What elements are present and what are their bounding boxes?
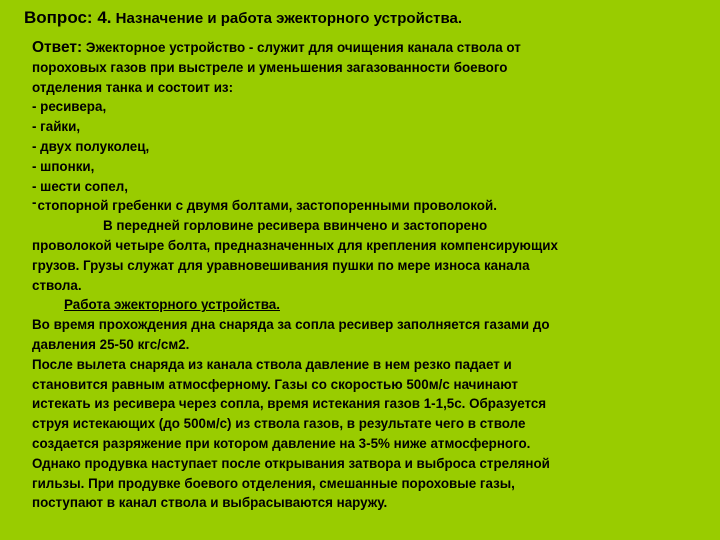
answer-block — [32, 38, 704, 513]
component-item-last — [32, 196, 704, 216]
component-item: - двух полуколец, — [32, 138, 150, 154]
component-item: - гайки, — [32, 119, 81, 135]
question-text: Назначение и работа эжекторного устройства. — [115, 10, 463, 27]
operation-line: истекать из ресивера через сопла, время истекания газов 1-1,5с. Образуется — [32, 396, 547, 412]
answer-intro-line — [32, 38, 704, 58]
answer-label: Ответ: — [32, 39, 83, 56]
answer-intro-line: отделения танка и состоит из: — [32, 79, 234, 95]
question-label: Вопрос: 4. — [24, 8, 112, 27]
operation-line: давления 25-50 кгс/см2. — [32, 336, 190, 352]
answer-intro-line: пороховых газов при выстреле и уменьшения загазованности боевого — [32, 59, 508, 75]
paragraph-line: ствола. — [32, 277, 82, 293]
component-text: стопорной гребенки с двумя болтами, застопоренными проволокой. — [37, 198, 497, 214]
operation-line: Во время прохождения дна снаряда за сопла ресивер заполняется газами до — [32, 317, 550, 333]
question-heading — [24, 9, 704, 28]
answer-intro-text: Эжекторное устройство - служит для очищения канала ствола от — [85, 40, 521, 55]
component-item: - шпонки, — [32, 158, 95, 174]
operation-line: гильзы. При продувке боевого отделения, смешанные пороховые газы, — [32, 475, 515, 491]
paragraph-line: проволокой четыре болта, предназначенных для крепления компенсирующих — [32, 237, 558, 253]
operation-line: струя истекающих (до 500м/с) из ствола газов, в результате чего в стволе — [32, 416, 526, 432]
section-title-line — [32, 295, 704, 315]
component-item: - ресивера, — [32, 99, 107, 115]
operation-line: поступают в канал ствола и выбрасываются наружу. — [32, 495, 388, 511]
component-dash: - — [32, 195, 37, 211]
operation-line: После вылета снаряда из канала ствола давление в нем резко падает и — [32, 356, 512, 372]
paragraph-line: грузов. Грузы служат для уравновешивания пушки по мере износа канала — [32, 257, 530, 273]
paragraph-line: В передней горловине ресивера ввинчено и застопорено — [103, 218, 488, 234]
operation-line: становится равным атмосферному. Газы со скоростью 500м/с начинают — [32, 376, 518, 392]
section-title: Работа эжекторного устройства. — [64, 297, 280, 313]
component-item: - шести сопел, — [32, 178, 128, 194]
operation-line: Однако продувка наступает после открывания затвора и выброса стреляной — [32, 455, 550, 471]
operation-line: создается разряжение при котором давление на 3-5% ниже атмосферного. — [32, 435, 531, 451]
